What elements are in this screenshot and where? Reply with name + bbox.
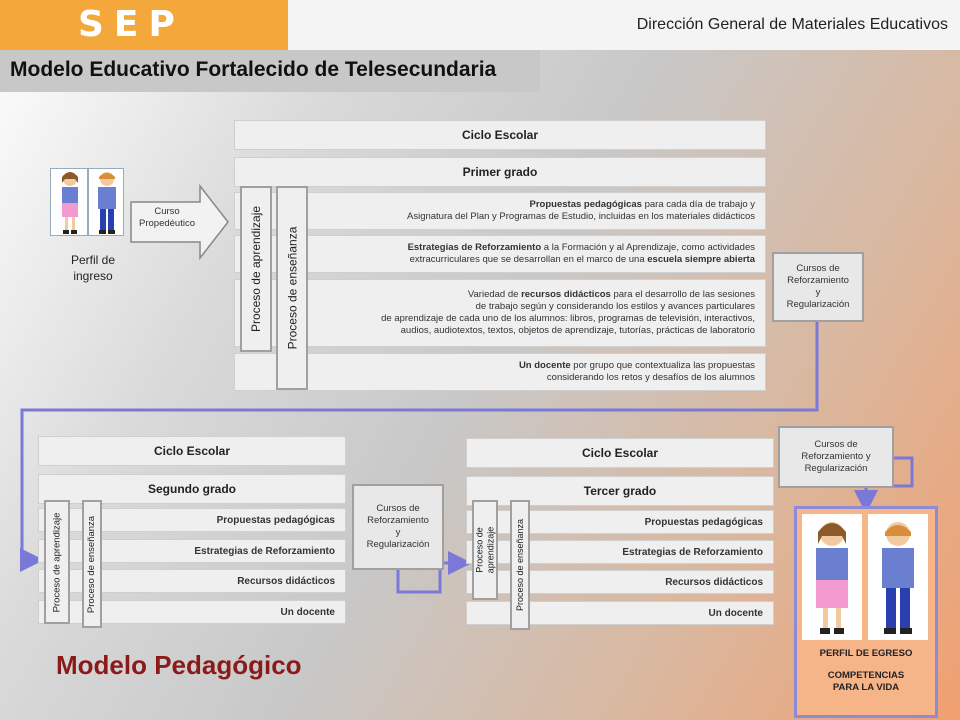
girl-icon <box>51 169 89 237</box>
cursos-1-line2: Reforzamiento <box>787 275 849 286</box>
cursos-1-line3: y <box>815 287 821 298</box>
direction-title: Dirección General de Materiales Educativos <box>636 16 948 33</box>
boy-icon <box>89 169 125 237</box>
segundo-proceso-aprendizaje <box>44 500 70 624</box>
cursos-1-line4: Regularización <box>786 299 850 310</box>
primer-row3-line2: de trabajo según y considerando los estilos y avances particulares <box>475 301 755 312</box>
modelo-pedagogico-title: Modelo Pedagógico <box>56 650 302 680</box>
segundo-proceso-aprendizaje-label: Proceso de aprendizaje <box>51 512 63 612</box>
cursos-2-line1: Cursos de <box>376 503 420 514</box>
primer-proceso-aprendizaje-label: Proceso de aprendizaje <box>249 205 263 333</box>
primer-row3-line3: de aprendizaje de cada uno de los alumnos: libros, programas de televisión, interactivos, <box>381 313 755 324</box>
segundo-row-docente: Un docente <box>38 600 346 624</box>
tercer-grado-header: Tercer grado <box>466 476 774 506</box>
segundo-proceso-ensenanza <box>82 500 102 628</box>
competencias-line2: PARA LA VIDA <box>832 682 900 693</box>
competencias-line1: COMPETENCIAS <box>827 670 905 681</box>
perfil-ingreso-line2: ingreso <box>73 269 113 283</box>
girl-student-figure <box>50 168 88 236</box>
cursos-2-line2: Reforzamiento <box>367 515 429 526</box>
egreso-boy-figure <box>868 514 928 640</box>
boy-icon <box>868 514 928 640</box>
curso-propedeutico-label <box>132 206 202 230</box>
cursos-reforzamiento-3 <box>778 426 894 488</box>
primer-row2-text1: a la Formación y al Aprendizaje, como actividades <box>541 242 755 253</box>
segundo-row-propuestas: Propuestas pedagógicas <box>38 508 346 532</box>
primer-row3-bold: recursos didácticos <box>521 289 611 300</box>
tercer-proceso-aprendizaje-line1: Proceso de <box>474 527 485 573</box>
perfil-ingreso-label <box>58 252 128 284</box>
primer-row2-bold: Estrategias de Reforzamiento <box>407 242 542 253</box>
segundo-ciclo-escolar: Ciclo Escolar <box>38 436 346 466</box>
primer-row-recursos <box>234 279 766 347</box>
primer-row4-text1: por grupo que contextualiza las propuestas <box>570 360 755 371</box>
cursos-3-line1: Cursos de <box>814 439 858 450</box>
primer-row1-text1: para cada día de trabajo y <box>641 199 755 210</box>
girl-icon <box>802 514 862 640</box>
tercer-proceso-ensenanza-label: Proceso de enseñanza <box>515 518 526 612</box>
cursos-reforzamiento-2 <box>352 484 444 570</box>
segundo-proceso-ensenanza-label: Proceso de enseñanza <box>86 515 98 613</box>
tercer-proceso-aprendizaje <box>472 500 498 600</box>
primer-proceso-ensenanza <box>276 186 308 390</box>
tercer-row-propuestas: Propuestas pedagógicas <box>466 510 774 534</box>
primer-grado-header: Primer grado <box>234 157 766 187</box>
cursos-2-line4: Regularización <box>366 539 430 550</box>
primer-row-docente <box>234 353 766 391</box>
tercer-row-docente: Un docente <box>466 601 774 625</box>
primer-proceso-ensenanza-label: Proceso de enseñanza <box>285 226 300 350</box>
primer-row-estrategias <box>234 235 766 273</box>
primer-row2-line2a: extracurriculares que se desarrollan en el marco de una <box>409 254 648 265</box>
primer-row3-line4: audios, audiotextos, textos, objetos de aprendizaje, tutorías, prácticas de laboratorio <box>400 325 755 336</box>
primer-ciclo-escolar: Ciclo Escolar <box>234 120 766 150</box>
curso-propedeutico-line2: Propedéutico <box>139 218 195 229</box>
sep-logo: SEP <box>78 4 185 45</box>
segundo-grado-header: Segundo grado <box>38 474 346 504</box>
perfil-ingreso-line1: Perfil de <box>70 253 116 267</box>
primer-row4-line2: considerando los retos y desafíos de los alumnos <box>546 372 755 383</box>
primer-row3-text1a: Variedad de <box>467 289 522 300</box>
cursos-reforzamiento-1 <box>772 252 864 322</box>
primer-proceso-aprendizaje <box>240 186 272 352</box>
cursos-3-line2: Reforzamiento y <box>801 451 871 462</box>
cursos-2-line3: y <box>395 527 401 538</box>
tercer-proceso-aprendizaje-label <box>474 527 496 574</box>
cursos-3-line3: Regularización <box>804 463 868 474</box>
curso-propedeutico-line1: Curso <box>154 206 180 217</box>
egreso-girl-figure <box>802 514 862 640</box>
segundo-row-estrategias: Estrategias de Reforzamiento <box>38 539 346 563</box>
primer-row1-bold: Propuestas pedagógicas <box>529 199 642 210</box>
tercer-row-estrategias: Estrategias de Reforzamiento <box>466 540 774 564</box>
tercer-proceso-aprendizaje-line2: aprendizaje <box>485 526 496 574</box>
page-title: Modelo Educativo Fortalecido de Telesecundaria <box>10 58 497 81</box>
primer-row2-line2b: escuela siempre abierta <box>647 254 755 265</box>
competencias-label <box>794 670 938 694</box>
tercer-ciclo-escolar: Ciclo Escolar <box>466 438 774 468</box>
tercer-proceso-ensenanza <box>510 500 530 630</box>
perfil-egreso-label: PERFIL DE EGRESO <box>819 648 913 659</box>
cursos-1-line1: Cursos de <box>796 263 840 274</box>
primer-row-propuestas <box>234 192 766 230</box>
primer-row1-line2: Asignatura del Plan y Programas de Estudio, incluidas en los materiales didácticos <box>407 211 755 222</box>
boy-student-figure <box>88 168 124 236</box>
segundo-row-recursos: Recursos didácticos <box>38 569 346 593</box>
primer-row4-bold: Un docente <box>518 360 571 371</box>
primer-row3-text1b: para el desarrollo de las sesiones <box>610 289 755 300</box>
tercer-row-recursos: Recursos didácticos <box>466 570 774 594</box>
